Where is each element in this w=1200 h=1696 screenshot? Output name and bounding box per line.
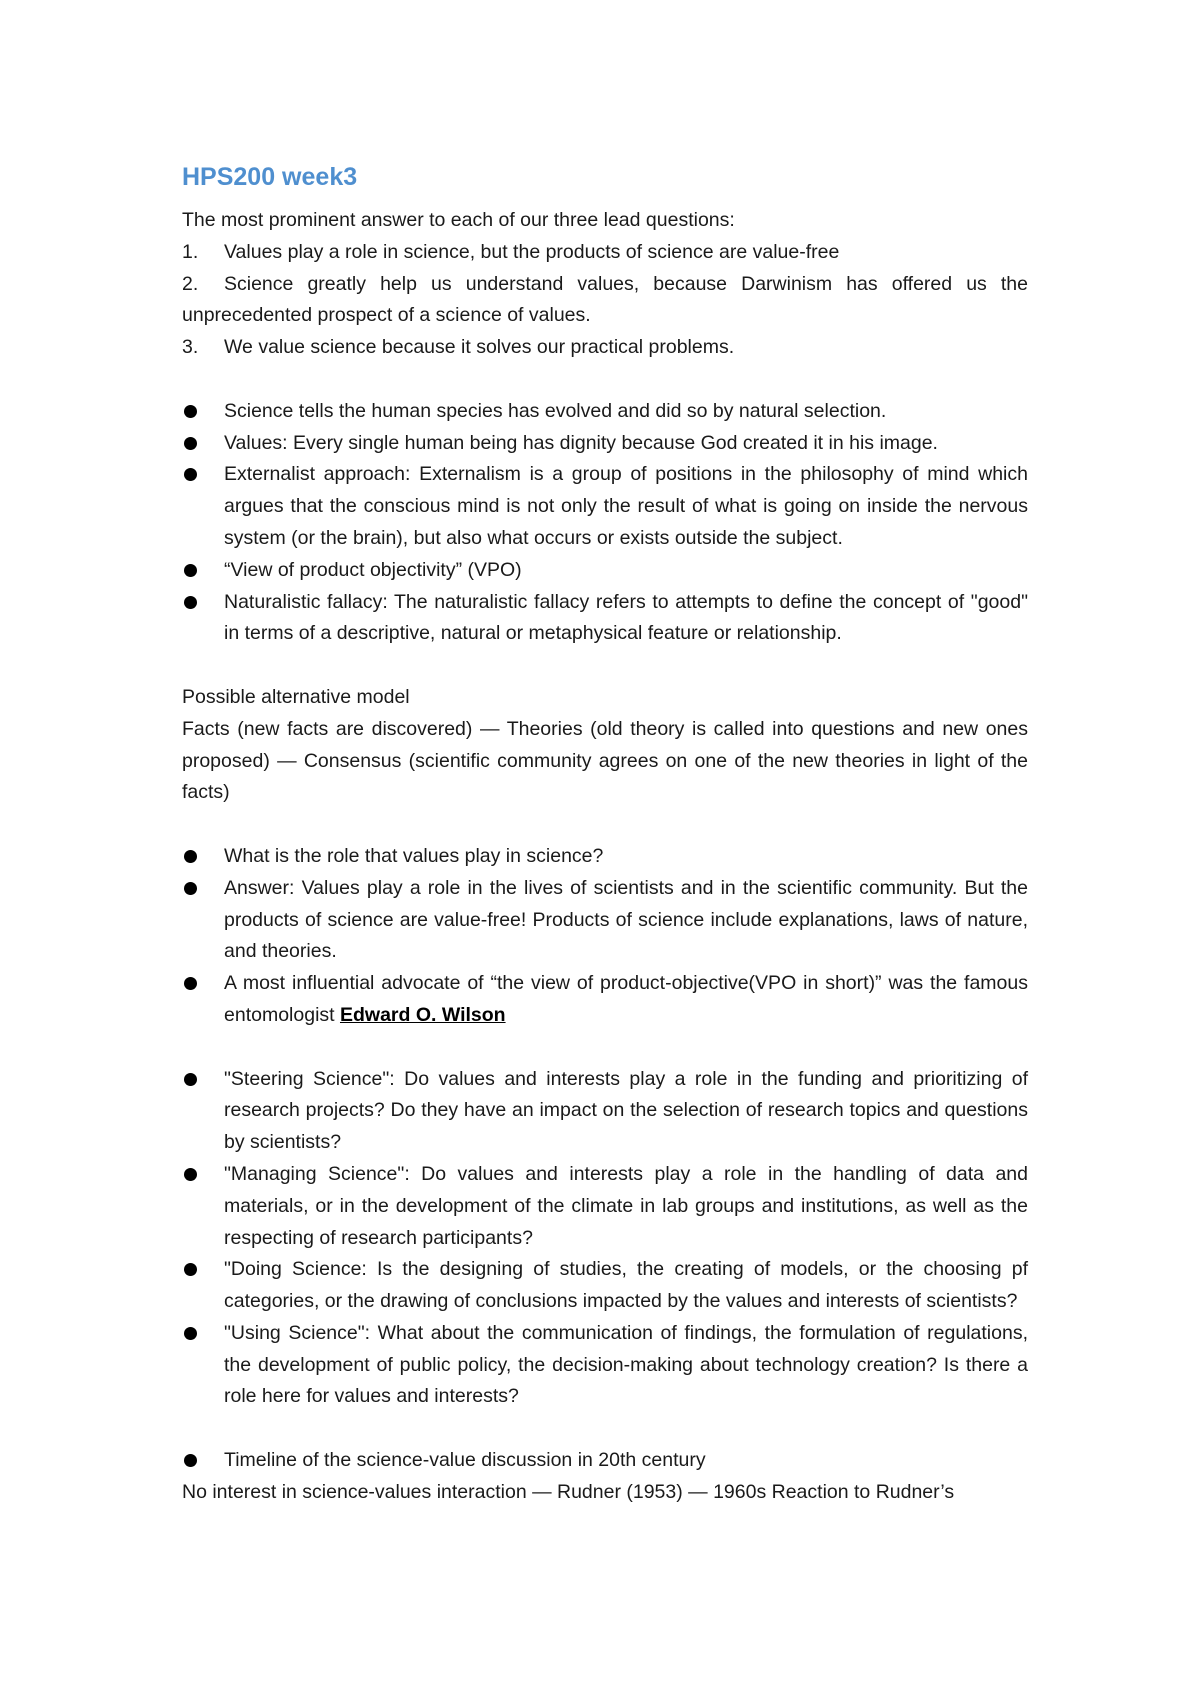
- bullet-list-concepts: [182, 396, 1028, 650]
- bullet-icon: [182, 1159, 224, 1254]
- bullet-icon: [182, 428, 224, 460]
- alt-model-heading: Possible alternative model: [182, 685, 410, 708]
- list-item: Externalist approach: Externalism is a group of positions in the philosophy of mind which argues that the conscious mind is not only the result of what is going on inside the nervous system (or the brain), but also what occurs or exists outside the subject.: [182, 459, 1028, 554]
- spacer: [182, 1032, 1028, 1064]
- list-item: Answer: Values play a role in the lives of scientists and in the scientific community. But the products of science are value-free! Products of science include explanations, laws of nature, and theories.: [182, 873, 1028, 968]
- bullet-icon: [182, 1318, 224, 1413]
- bullet-icon: [182, 555, 224, 587]
- bullet-icon: [182, 1254, 224, 1318]
- spacer: [182, 364, 1028, 396]
- bullet-list-science-stages: [182, 1064, 1028, 1414]
- list-item: Values: Every single human being has dignity because God created it in his image.: [182, 428, 1028, 460]
- list-item: “View of product objectivity” (VPO): [182, 555, 1028, 587]
- item-text: We value science because it solves our practical problems.: [224, 336, 735, 359]
- item-number: 2.: [182, 272, 199, 295]
- numbered-item-3: [182, 332, 1028, 364]
- bullet-icon: [182, 459, 224, 554]
- list-item: Science tells the human species has evolved and did so by natural selection.: [182, 396, 1028, 428]
- list-item: [182, 968, 1028, 1032]
- edward-wilson-link[interactable]: Edward O. Wilson: [339, 1003, 506, 1026]
- bullet-icon: [182, 587, 224, 651]
- list-item: What is the role that values play in science?: [182, 841, 1028, 873]
- list-item: "Doing Science: Is the designing of studies, the creating of models, or the choosing pf categories, or the drawing of conclusions impacted by the values and interests of scientists?: [182, 1254, 1028, 1318]
- list-item: "Managing Science": Do values and interests play a role in the handling of data and materials, or in the development of the climate in lab groups and institutions, as well as the respecting of research participants?: [182, 1159, 1028, 1254]
- page-title: HPS200 week3: [182, 163, 358, 191]
- spacer: [182, 1413, 1028, 1445]
- item-text: Values play a role in science, but the products of science are value-free: [224, 240, 840, 263]
- bullet-list-values: [182, 841, 1028, 1032]
- spacer: [182, 650, 1028, 682]
- spacer: [182, 809, 1028, 841]
- bullet-icon: [182, 1064, 224, 1159]
- bullet-icon: [182, 396, 224, 428]
- advocate-item: [224, 968, 1028, 1032]
- bullet-icon: [182, 841, 224, 873]
- list-item: Naturalistic fallacy: The naturalistic fallacy refers to attempts to define the concept of "good" in terms of a descriptive, natural or metaphysical feature or relationship.: [182, 587, 1028, 651]
- list-item: Timeline of the science-value discussion in 20th century: [182, 1445, 1028, 1477]
- timeline-text: No interest in science-values interaction — Rudner (1953) — 1960s Reaction to Rudner’s: [182, 1480, 955, 1503]
- alt-model-text: Facts (new facts are discovered) — Theories (old theory is called into questions and new ones proposed) — Consensus (scientific community agrees on one of the new theories in light of the facts): [182, 717, 1028, 804]
- item-number: 3.: [182, 336, 199, 359]
- advocate-text: A most influential advocate of “the view of product-objective(VPO in short)” was the famous entomologist: [224, 972, 1028, 1026]
- bullet-icon: [182, 873, 224, 968]
- bullet-list-timeline: [182, 1445, 1028, 1477]
- numbered-item-2: [182, 269, 1028, 333]
- document-page: [182, 160, 1028, 1509]
- bullet-icon: [182, 968, 224, 1032]
- list-item: "Steering Science": Do values and interests play a role in the funding and prioritizing of research projects? Do they have an impact on the selection of research topics and questions by scientists?: [182, 1064, 1028, 1159]
- list-item: "Using Science": What about the communication of findings, the formulation of regulations, the development of public policy, the decision-making about technology creation? Is there a role here for values and interests?: [182, 1318, 1028, 1413]
- intro-text: The most prominent answer to each of our three lead questions:: [182, 209, 735, 231]
- item-number: 1.: [182, 240, 199, 263]
- item-text: Science greatly help us understand values, because Darwinism has offered us the unprecedented prospect of a science of values.: [182, 272, 1028, 327]
- numbered-item-1: [182, 237, 1028, 269]
- bullet-icon: [182, 1445, 224, 1477]
